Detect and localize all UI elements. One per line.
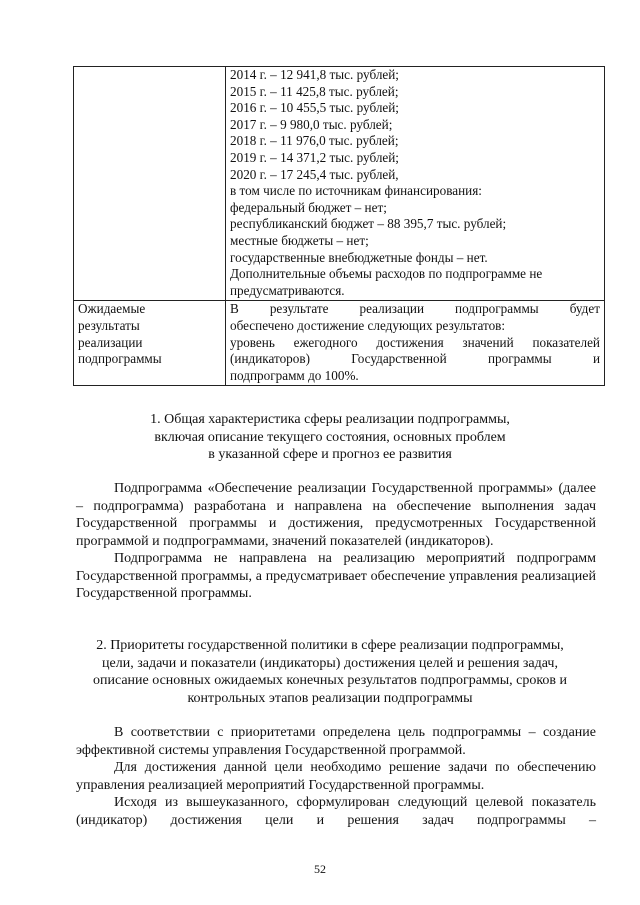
heading-line: 1. Общая характеристика сферы реализации подпрограммы, bbox=[150, 412, 510, 427]
result-line: обеспечено достижение следующих результатов: bbox=[230, 317, 506, 333]
funding-line: 2014 г. – 12 941,8 тыс. рублей; bbox=[230, 67, 399, 82]
heading-line: контрольных этапов реализации подпрограммы bbox=[187, 690, 473, 706]
result-line: подпрограмм до 100%. bbox=[230, 367, 359, 383]
funding-line: 2018 г. – 11 976,0 тыс. рублей; bbox=[230, 133, 399, 149]
label-line: реализации bbox=[78, 334, 143, 350]
section-1-heading bbox=[60, 411, 600, 464]
funding-line: государственные внебюджетные фонды – нет. bbox=[230, 249, 488, 265]
expected-results-label-cell bbox=[74, 301, 226, 386]
funding-line: в том числе по источникам финансирования: bbox=[230, 183, 482, 199]
funding-line: 2019 г. – 14 371,2 тыс. рублей; bbox=[230, 149, 399, 165]
funding-line: Дополнительные объемы расходов по подпрограмме не bbox=[230, 266, 543, 282]
paragraph: Подпрограмма не направлена на реализацию мероприятий подпрограмм Государственной программы, а предусматривает обеспечение управления реализацией Государственной программы. bbox=[76, 551, 596, 601]
heading-line: цели, задачи и показатели (индикаторы) достижения целей и решения задач, bbox=[102, 655, 558, 671]
funding-line: предусматриваются. bbox=[230, 282, 345, 298]
section-2-heading bbox=[60, 637, 600, 707]
label-line: результаты bbox=[78, 317, 140, 333]
heading-line: в указанной сфере и прогноз ее развития bbox=[208, 447, 452, 462]
funding-line: 2017 г. – 9 980,0 тыс. рублей; bbox=[230, 116, 393, 132]
paragraph: В соответствии с приоритетами определена цель подпрограммы – создание эффективной системы управления Государственной программой. bbox=[76, 725, 596, 758]
section-2-body bbox=[76, 724, 596, 829]
section-1-body bbox=[76, 480, 596, 603]
funding-line: местные бюджеты – нет; bbox=[230, 232, 369, 248]
heading-line: 2. Приоритеты государственной политики в сфере реализации подпрограммы, bbox=[96, 638, 564, 653]
funding-content-cell bbox=[226, 67, 605, 301]
funding-line: 2016 г. – 10 455,5 тыс. рублей; bbox=[230, 100, 399, 116]
expected-results-row bbox=[74, 301, 605, 386]
paragraph: Исходя из вышеуказанного, сформулирован следующий целевой показатель (индикатор) достижения цели и решения задач подпрограммы – bbox=[76, 795, 596, 828]
heading-line: включая описание текущего состояния, основных проблем bbox=[154, 429, 506, 445]
page-number: 52 bbox=[314, 862, 326, 876]
result-line: (индикаторов) Государственной программы и bbox=[230, 351, 600, 367]
subprogram-passport-table bbox=[73, 66, 605, 386]
funding-line: федеральный бюджет – нет; bbox=[230, 199, 387, 215]
paragraph: Подпрограмма «Обеспечение реализации Государственной программы» (далее – подпрограмма) разработана и направлена на обеспечение выполнения задач Государственной программы и достижения, предусмотренных Государственной программой и подпрограммами, значений показателей (индикаторов). bbox=[76, 481, 596, 549]
funding-label-cell bbox=[74, 67, 226, 301]
label-line: подпрограммы bbox=[78, 351, 162, 367]
expected-results-content-cell bbox=[226, 301, 605, 386]
label-line: Ожидаемые bbox=[78, 301, 146, 317]
funding-line: 2015 г. – 11 425,8 тыс. рублей; bbox=[230, 83, 399, 99]
funding-line: республиканский бюджет – 88 395,7 тыс. рублей; bbox=[230, 216, 507, 232]
result-line: уровень ежегодного достижения значений показателей bbox=[230, 334, 600, 350]
paragraph: Для достижения данной цели необходимо решение задачи по обеспечению управления реализацией мероприятий Государственной программы. bbox=[76, 760, 596, 793]
funding-line: 2020 г. – 17 245,4 тыс. рублей, bbox=[230, 166, 399, 182]
result-line: В результате реализации подпрограммы будет bbox=[230, 301, 600, 317]
heading-line: описание основных ожидаемых конечных результатов подпрограммы, сроков и bbox=[92, 673, 568, 688]
funding-row bbox=[74, 67, 605, 301]
